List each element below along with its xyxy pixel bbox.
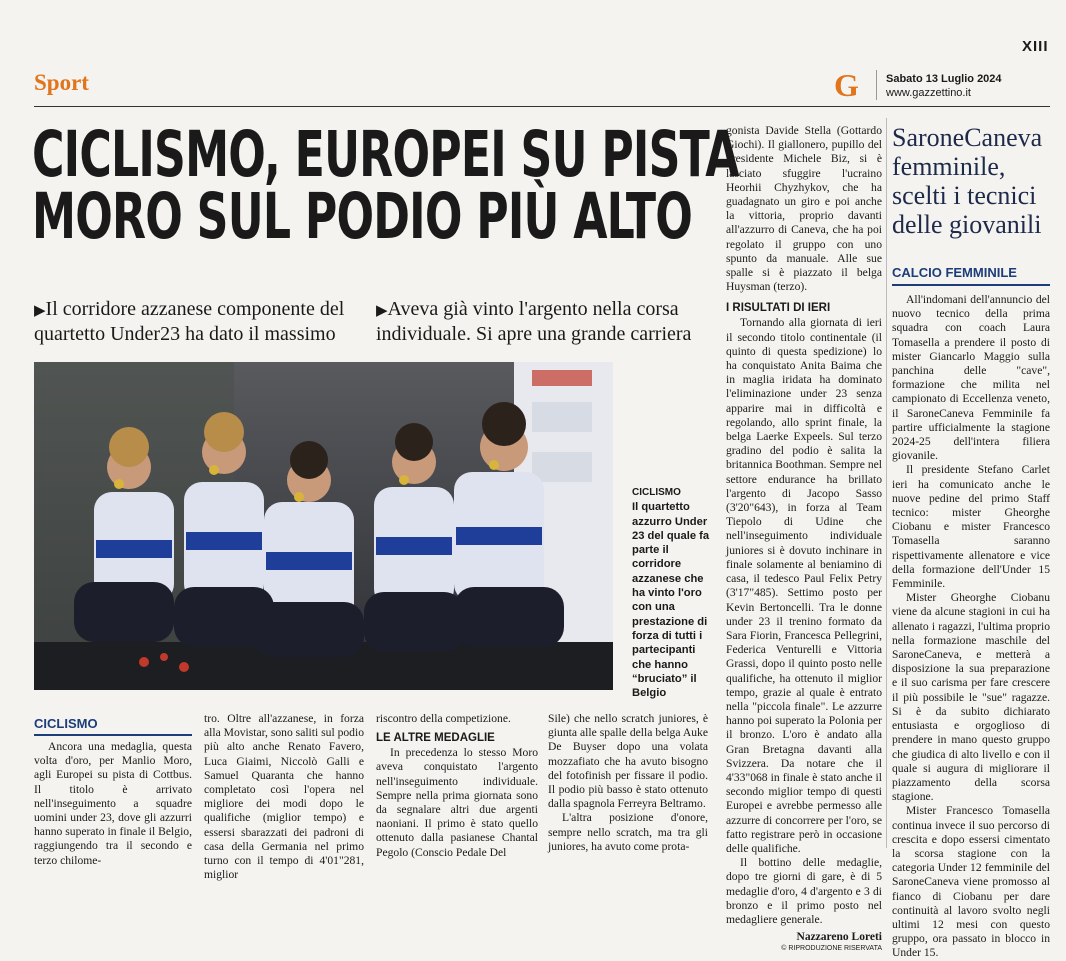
sidebar-tag-underline — [892, 284, 1050, 286]
podium-photo-illustration — [34, 362, 613, 690]
tag-underline — [34, 734, 192, 736]
sidebar-title: SaroneCaneva femminile, scelti i tecnici delle giovanili — [892, 123, 1043, 239]
website: www.gazzettino.it — [886, 87, 971, 99]
subhead-altre-medaglie: LE ALTRE MEDAGLIE — [376, 732, 495, 745]
headline — [32, 118, 739, 253]
subhead-1: ▶Il corridore azzanese componente del quartetto Under23 ha dato il massimo — [34, 298, 345, 345]
article-column-5: gonista Davide Stella (Gottardo Giochi). Il giallonero, pupillo del presidente Michele Biz, si è lasciato sfuggire l'ucraino Heorhii Chyzhykov, che ha guadagnato un giro e poi anche la vittoria, proprio davanti all'azzurro di Caneva, che ha poi regolato il gruppo con uno spunto da manuale. Alle sue spalle si è piazzato il belga Huysman (terzo). I RISULTATI DI IERI Tornando alla giornata di ieri il secondo titolo continentale (il quinto di questa spedizione) lo ha conquistato Anita Baima che in maglia iridata ha dominato l'eliminazione under 23 senza apparire mai in difficoltà e regolando, allo sprint finale, la belga Laerke Expeels. Sul terzo gradino del podio è salita la britannica Boothman. Sempre nel settore endurance ha brillato l'argento di Jacopo Sasso (3'20"643), in forza al Team Tiepolo di Udine che nell'inseguimento individuale juniores si è dovuto inchinare in finale solamente al beniamino di casa, il tedesco Paul Felix Petry (3'17"485). Settimo posto per Kevin Bertoncelli. Tra le donne under 23 il trenino formato da Sara Fiorin, Francesca Pellegrini, Federica Venturelli e Vittoria Grassi, dopo il quinto posto nelle qualifiche, ha ottenuto il miglior tempo, grazie al quale è entrato nella "piccola finale". Le azzurre hanno poi superato la Polonia per il bronzo. L'oro è andato alla Gran Bretagna davanti alla Svizzera. Da notare che il 4'33"068 in finale è stato anche il secondo miglior tempo di questi Europei e avrebbe permesso alle azzurre di concorrere per l'oro, se fatto registrare però in occasione delle qualifiche. Il bottino delle medaglie, dopo tre giorni di gare, è di 5 medaglie d'oro, 4 d'argento e 3 di bronzo e il primo posto nel medagliere generale. Nazzareno Loreti © RIPRODUZIONE RISERVATA — [726, 124, 882, 953]
issue-date: Sabato 13 Luglio 2024 — [886, 73, 1002, 85]
arrow-icon: ▶ — [376, 303, 388, 319]
column-divider — [886, 118, 887, 848]
headline-line-2: MORO SUL PODIO PIÙ ALTO — [32, 180, 693, 253]
author: Nazzareno Loreti — [796, 931, 882, 944]
header-rule — [34, 106, 1050, 107]
gazzettino-logo: G — [834, 67, 859, 103]
subhead-2: ▶Aveva già vinto l'argento nella corsa individuale. Si apre una grande carriera — [376, 298, 692, 345]
article-column-3: riscontro della competizione. LE ALTRE MEDAGLIE In precedenza lo stesso Moro aveva conquistato l'argento nell'inseguimento individuale. Sempre nella prima giornata sono da segnalare altri due argenti naoniani. Il primo è stato quello ottenuto dalla pasianese Chantal Pegolo (Conscio Pedale Del — [376, 712, 538, 859]
headline-line-1: CICLISMO, EUROPEI SU PISTA — [32, 118, 739, 191]
masthead-divider — [876, 70, 877, 100]
subhead-risultati: I RISULTATI DI IERI — [726, 302, 831, 315]
article-column-4: Sile) che nello scratch juniores, è giunta alle spalle della belga Auke De Buyser dopo una volata mozzafiato che ha avuto bisogno del fotofinish per fissare il podio. Il podio più basso è stato ottenuto dalla spagnola Ferreyra Beltramo. L'altra posizione d'onore, sempre nello scratch, ma tra gli juniores, ha avuto come prota- — [548, 712, 708, 853]
article-tag: CICLISMO — [34, 716, 98, 731]
caption-label: CICLISMO — [632, 487, 681, 498]
caption-text: Il quartetto azzurro Under 23 del quale fa parte il corridore azzanese che ha vinto l'oro con una prestazione di forza di tutti i partecipanti che hanno “bruciato” il Belgio — [632, 501, 710, 700]
cyclists-photo — [34, 362, 613, 690]
article-column-2: tro. Oltre all'azzanese, in forza alla Movistar, sono saliti sul podio più alto anche Renato Favero, Luca Giaimi, Niccolò Galli e Samuel Quaranta che hanno completato così l'opera nel migliore dei modi dopo le qualifiche (miglior tempo) e essersi sbarazzati dei padroni di casa della Germania nel primo turno con il tempo di 4'01"281, miglior — [204, 712, 364, 882]
sidebar-body: All'indomani dell'annuncio del nuovo tecnico della prima squadra con coach Laura Tomasella a prendere il posto di mister Giancarlo Maggio sulla panchina delle "cave", formazione che milita nel campionato di Eccellenza veneto, il SaroneCaneva Femminile fa partire ufficialmente la stagione 2024-25 dell'intera filiera giovanile. Il presidente Stefano Carlet ieri ha comunicato anche le nuove pedine del primo Staff tecnico: mister Gheorghe Ciobanu e mister Francesco Tomasella saranno rispettivamente allenatore e vice della formazione dell'Under 15 Femminile. Mister Gheorghe Ciobanu viene da alcune stagioni in cui ha allenato i ragazzi, l'ultima proprio nella formazione maschile del SaroneCaneva, e metterà a disposizione la sua preparazione e il suo carisma per fare crescere il più possibile le "sue" ragazze. Si è da subito dichiarato entusiasta e orgoglioso di prendere in mano questo gruppo che giudica di alto livello e con il quale si augura di migliorare il piazzamento della scorsa stagione. Mister Francesco Tomasella continua invece il suo percorso di crescita e dopo essersi cimentato la scorsa stagione con la categoria Under 12 femminile del SaroneCaneva viene promosso al fianco di Ciobanu per dare continuità al lavoro svolto negli ultimi 12 mesi con questo gruppo, ora passato in blocco in Under 15. — [892, 293, 1050, 960]
arrow-icon: ▶ — [34, 303, 46, 319]
photo-caption — [632, 486, 716, 700]
sidebar-tag: CALCIO FEMMINILE — [892, 265, 1017, 280]
section-title: Sport — [34, 70, 89, 95]
copyright: © RIPRODUZIONE RISERVATA — [781, 945, 882, 953]
article-column-1: Ancora una medaglia, questa volta d'oro, per Manlio Moro, agli Europei su pista di Cottbus. Il titolo è arrivato nell'inseguimento a squadre uomini under 23, dove gli azzurri hanno superato in finale il Belgio, raggiungendo tra il secondo e terzo chilome- — [34, 740, 192, 867]
page-number: XIII — [1022, 38, 1049, 55]
